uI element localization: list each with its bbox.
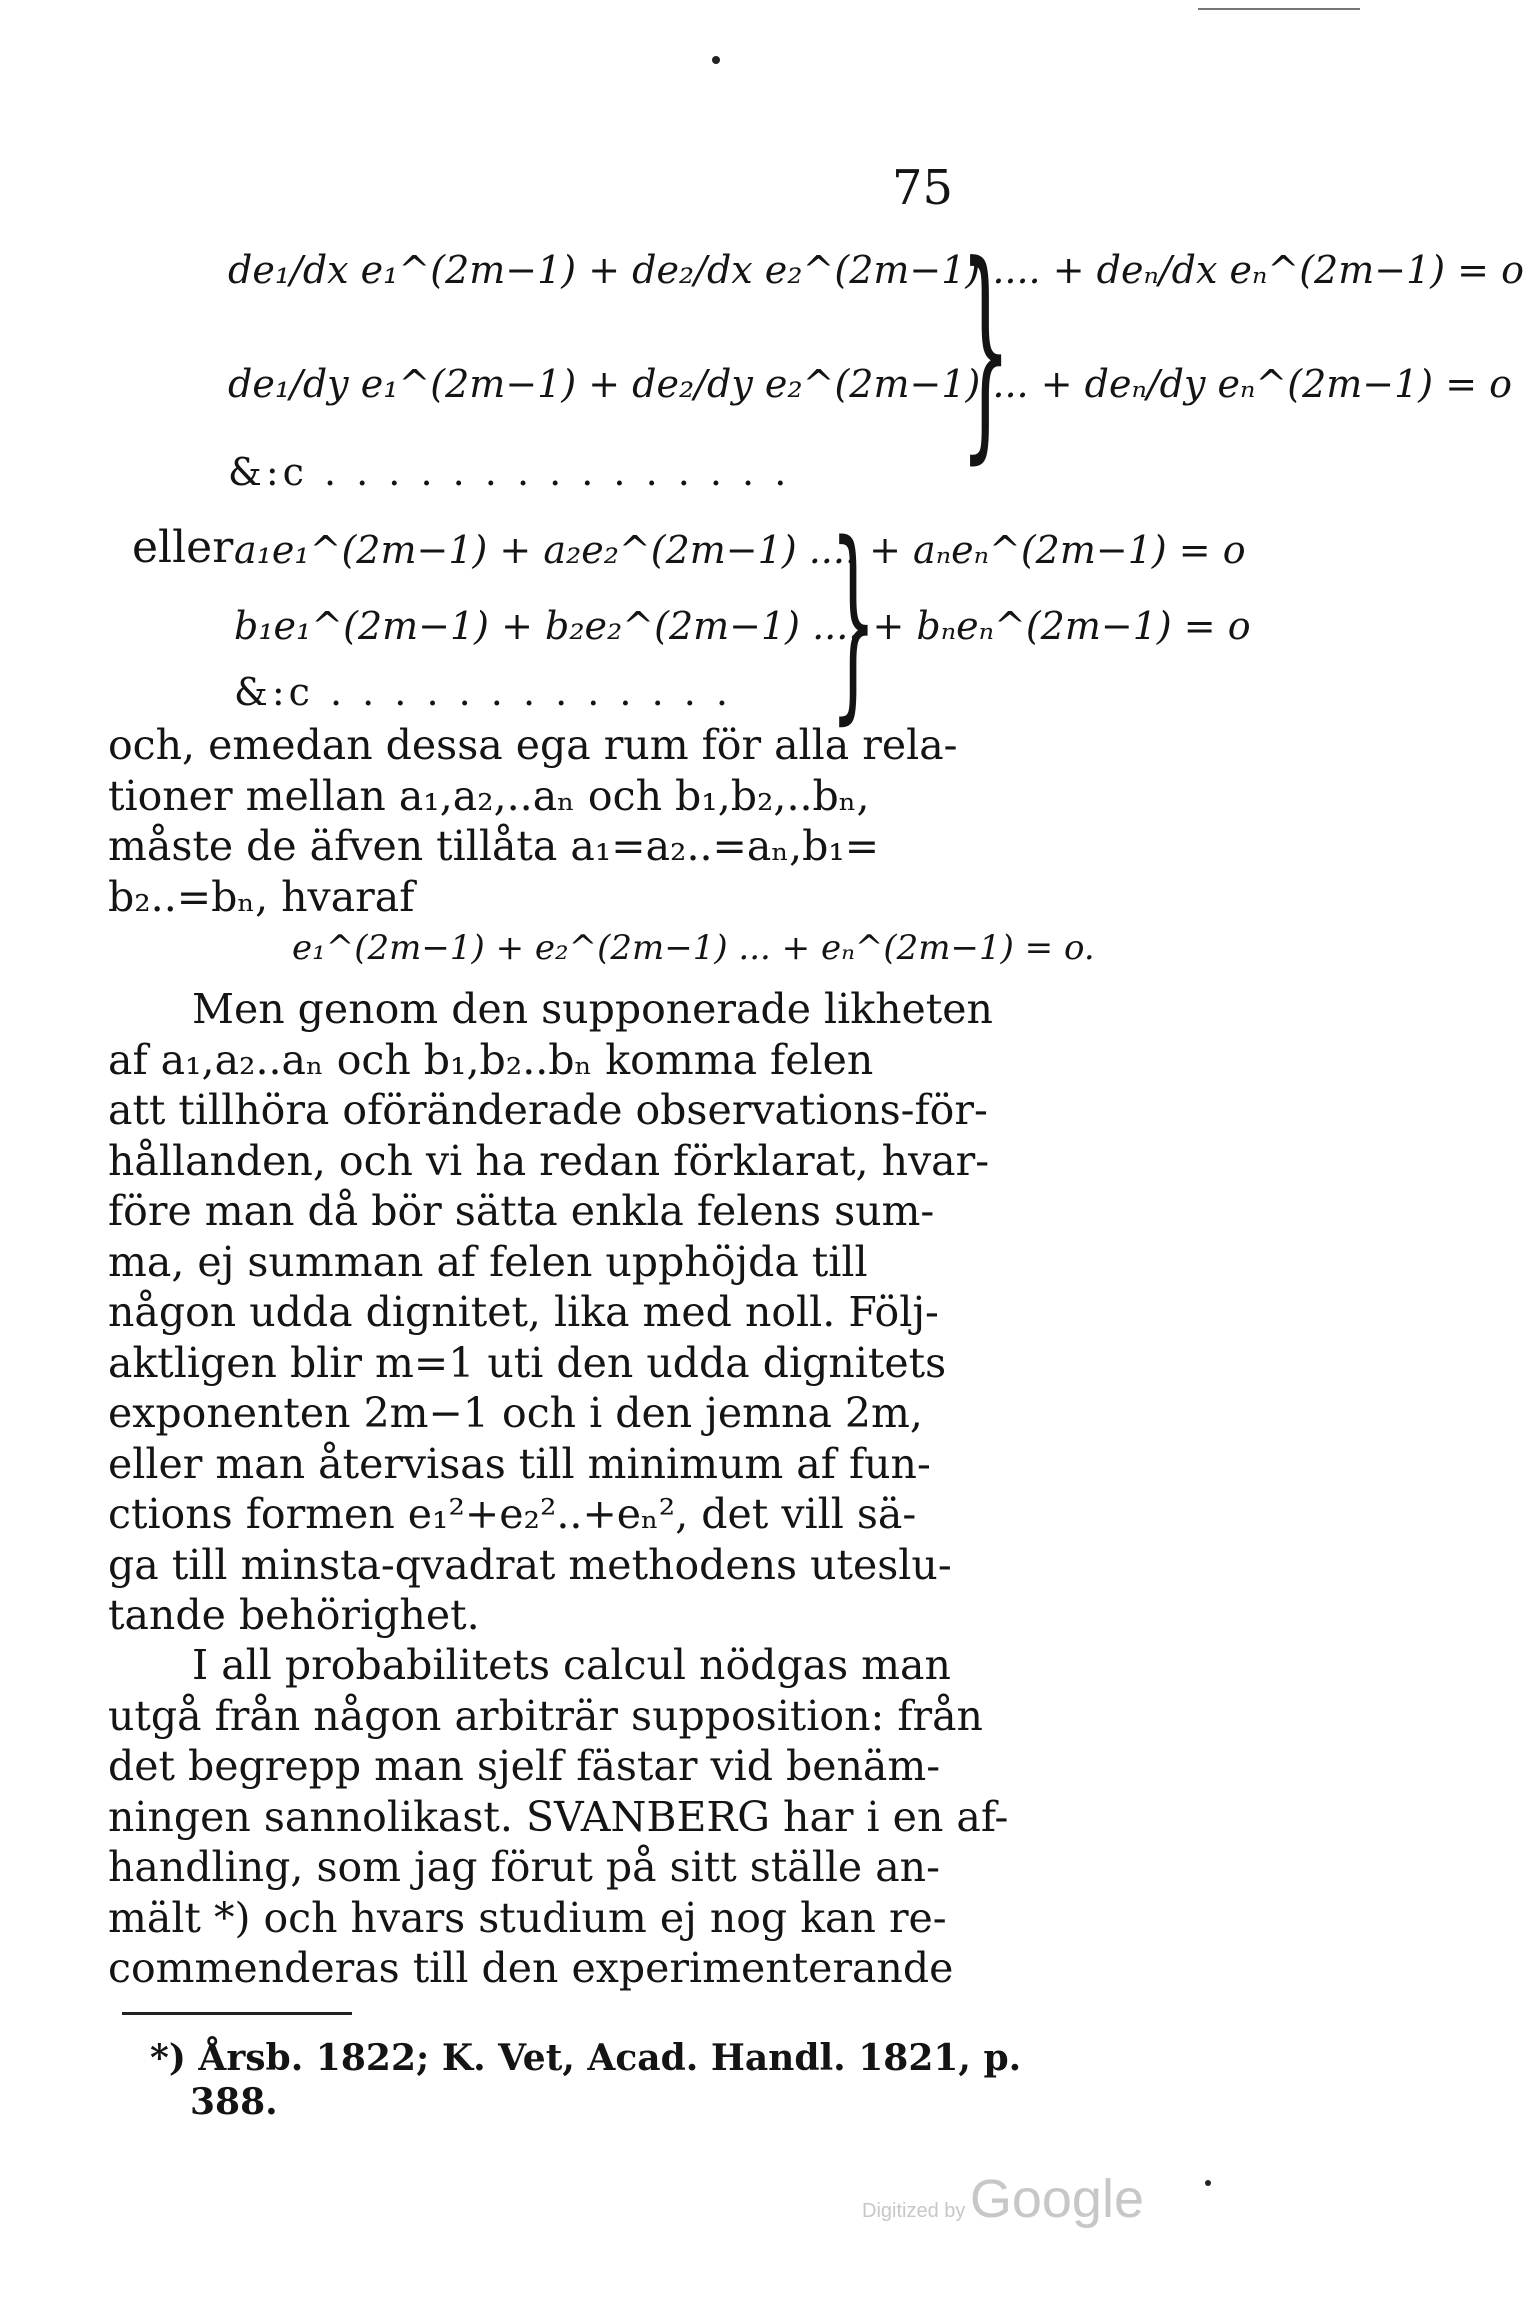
google-watermark bbox=[862, 2168, 1144, 2230]
equation-row: de₁/dy e₁^(2m−1) + de₂/dy e₂^(2m−1) ... + deₙ/dy eₙ^(2m−1) = o bbox=[228, 362, 1513, 406]
text-line: ga till minsta-qvadrat methodens uteslu- bbox=[108, 1540, 952, 1589]
text-line: handling, som jag förut på sitt ställe an- bbox=[108, 1843, 940, 1891]
text-line: commenderas till den experimenterande bbox=[108, 1944, 954, 1992]
watermark-prefix: Digitized by bbox=[862, 2200, 966, 2222]
scan-edge-line bbox=[1198, 8, 1360, 10]
equation-row: b₁e₁^(2m−1) + b₂e₂^(2m−1) .... + bₙeₙ^(2m−1) = o bbox=[234, 604, 1251, 648]
text-line: någon udda dignitet, lika med noll. Följ- bbox=[108, 1288, 939, 1336]
right-brace: } bbox=[960, 217, 1012, 484]
text-line: utgå från någon arbiträr supposition: från bbox=[108, 1691, 983, 1740]
text-line: tioner mellan a₁,a₂,..aₙ och b₁,b₂,..bₙ, bbox=[108, 771, 870, 820]
text-line: måste de äfven tillåta a₁=a₂..=aₙ,b₁= bbox=[108, 822, 880, 870]
text-line: eller man återvisas till minimum af fun- bbox=[108, 1439, 931, 1488]
right-brace: } bbox=[830, 498, 877, 743]
page-number: 75 bbox=[892, 160, 954, 216]
text-line: tande behörighet. bbox=[108, 1591, 480, 1639]
text-line: af a₁,a₂..aₙ och b₁,b₂..bₙ komma felen bbox=[108, 1035, 874, 1084]
watermark-brand: Google bbox=[969, 2169, 1144, 2229]
text-line: b₂..=bₙ, hvaraf bbox=[108, 872, 415, 921]
text-line: Men genom den supponerade likheten bbox=[192, 985, 993, 1033]
text-line: ma, ej summan af felen upphöjda till bbox=[108, 1237, 868, 1286]
sum-equation: e₁^(2m−1) + e₂^(2m−1) ... + eₙ^(2m−1) = o. bbox=[292, 928, 1095, 968]
text-line: och, emedan dessa ega rum för alla rela- bbox=[108, 721, 958, 769]
paragraph bbox=[108, 984, 1008, 1641]
text-line: hållanden, och vi ha redan förklarat, hvar- bbox=[108, 1136, 990, 1185]
equation-row: &:c . . . . . . . . . . . . . . . bbox=[228, 450, 791, 494]
equation-row: de₁/dx e₁^(2m−1) + de₂/dx e₂^(2m−1) .... + deₙ/dx eₙ^(2m−1) = o bbox=[228, 248, 1524, 292]
footnote-line: *) Årsb. 1822; K. Vet, Acad. Handl. 1821, p. bbox=[150, 2037, 1022, 2079]
speck-mark bbox=[1205, 2180, 1211, 2186]
paragraph bbox=[108, 1640, 1008, 1994]
eller-label: eller bbox=[132, 522, 234, 573]
text-line: exponenten 2m−1 och i den jemna 2m, bbox=[108, 1389, 923, 1437]
footnote bbox=[150, 2036, 1030, 2124]
text-line: ningen sannolikast. SVANBERG har i en af- bbox=[108, 1792, 1009, 1841]
footnote-line: 388. bbox=[190, 2081, 278, 2123]
text-line: före man då bör sätta enkla felens sum- bbox=[108, 1187, 935, 1235]
equation-row: &:c . . . . . . . . . . . . . bbox=[234, 670, 732, 714]
text-line: ctions formen e₁²+e₂²..+eₙ², det vill sä- bbox=[108, 1490, 917, 1538]
text-line: I all probabilitets calcul nödgas man bbox=[192, 1641, 951, 1689]
footnote-rule bbox=[122, 2012, 352, 2015]
equation-row: a₁e₁^(2m−1) + a₂e₂^(2m−1) .... + aₙeₙ^(2m−1) = o bbox=[234, 528, 1246, 572]
paragraph bbox=[108, 720, 1008, 922]
text-line: det begrepp man sjelf fästar vid benäm- bbox=[108, 1742, 941, 1790]
text-line: att tillhöra oföränderade observations-för- bbox=[108, 1086, 988, 1134]
text-line: aktligen blir m=1 uti den udda dignitets bbox=[108, 1338, 947, 1387]
speck-mark bbox=[712, 56, 720, 64]
text-line: mält *) och hvars studium ej nog kan re- bbox=[108, 1893, 947, 1942]
